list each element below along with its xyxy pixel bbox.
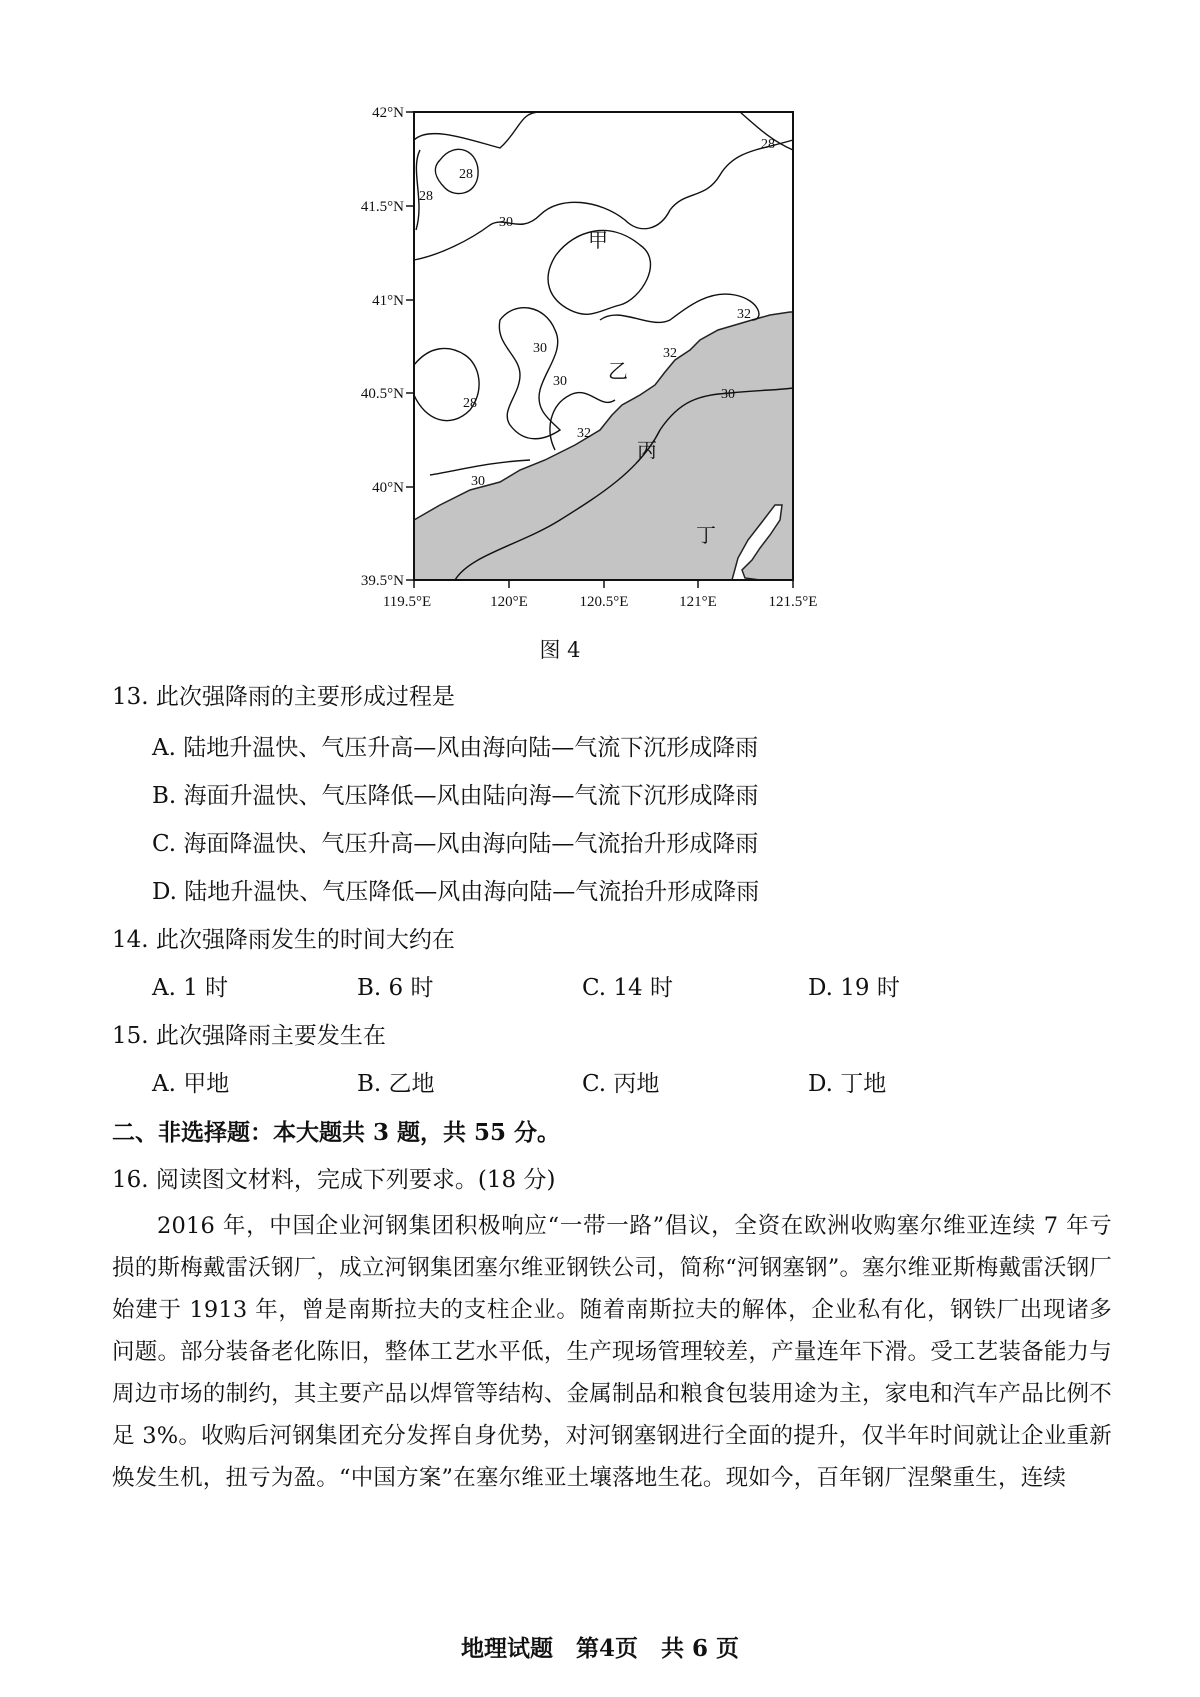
place-label-ding: 丁: [696, 523, 716, 547]
isoline-32-coast: [600, 294, 759, 322]
isoline-label: 30: [553, 374, 567, 389]
lon-label-121-5: 121.5°E: [768, 594, 818, 610]
lat-label-41-5: 41.5°N: [360, 199, 404, 215]
isoline-label: 28: [463, 396, 477, 411]
q13-option-a: A. 陆地升温快、气压升高—风由海向陆—气流下沉形成降雨: [152, 735, 759, 761]
lon-label-120-5: 120.5°E: [579, 594, 629, 610]
q15-option-c: C. 丙地: [582, 1071, 660, 1097]
q14-stem: 14. 此次强降雨发生的时间大约在: [112, 927, 455, 953]
q13-option-d: D. 陆地升温快、气压降低—风由海向陆—气流抬升形成降雨: [152, 879, 760, 905]
isoline-label: 28: [419, 189, 433, 204]
q15-stem: 15. 此次强降雨主要发生在: [112, 1023, 386, 1049]
q15-option-d: D. 丁地: [808, 1071, 887, 1097]
isoline-label: 28: [459, 167, 473, 182]
q13-stem: 13. 此次强降雨的主要形成过程是: [112, 684, 455, 710]
isoline-label: 32: [663, 346, 677, 361]
isoline-30-north: [414, 112, 540, 148]
q15-option-a: A. 甲地: [152, 1071, 230, 1097]
place-label-bing: 丙: [637, 438, 657, 462]
lat-label-41: 41°N: [372, 293, 404, 309]
isoline-label: 30: [533, 341, 547, 356]
lon-label-120: 120°E: [490, 594, 528, 610]
lat-label-39-5: 39.5°N: [360, 573, 404, 589]
section-2-heading: 二、非选择题：本大题共 3 题，共 55 分。: [112, 1119, 561, 1146]
q14-option-a: A. 1 时: [152, 975, 229, 1001]
isoline-label: 30: [499, 215, 513, 230]
lat-label-40: 40°N: [372, 480, 404, 496]
place-label-yi: 乙: [608, 359, 628, 383]
q14-option-c: C. 14 时: [582, 975, 673, 1001]
q13-option-c: C. 海面降温快、气压升高—风由海向陆—气流抬升形成降雨: [152, 831, 759, 857]
q15-option-b: B. 乙地: [357, 1071, 435, 1097]
lat-label-42: 42°N: [372, 105, 404, 121]
q16-paragraph: 2016 年，中国企业河钢集团积极响应“一带一路”倡议，全资在欧洲收购塞尔维亚连续 7 年亏损的斯梅戴雷沃钢厂，成立河钢集团塞尔维亚钢铁公司，简称“河钢塞钢”。塞尔维亚斯梅戴雷沃钢厂始建于 1913 年，曾是南斯拉夫的支柱企业。随着南斯拉夫的解体，企业私有化，钢铁厂出现诸多问题。部分装备老化陈旧，整体工艺水平低，生产现场管理较差，产量连年下滑。受工艺装备能力与周边市场的制约，其主要产品以焊管等结构、金属制品和粮食包装用途为主，家电和汽车产品比例不足 3%。收购后河钢集团充分发挥自身优势，对河钢塞钢进行全面的提升，仅半年时间就让企业重新焕发生机，扭亏为盈。“中国方案”在塞尔维亚土壤落地生花。现如今，百年钢厂涅槃重生，连续: [112, 1213, 1112, 1491]
isoline-label: 30: [721, 387, 735, 402]
figure-caption: 图 4: [539, 638, 581, 662]
page-footer: 地理试题 第4页 共 6 页: [460, 1635, 740, 1662]
q13-option-b: B. 海面升温快、气压降低—风由陆向海—气流下沉形成降雨: [152, 783, 759, 809]
q16-stem: 16. 阅读图文材料，完成下列要求。(18 分): [112, 1167, 556, 1193]
lon-label-121: 121°E: [679, 594, 717, 610]
isoline-label: 28: [761, 137, 775, 152]
lat-label-40-5: 40.5°N: [360, 386, 404, 402]
land-area: [414, 312, 793, 580]
isoline-label: 32: [577, 426, 591, 441]
q14-option-b: B. 6 时: [357, 975, 434, 1001]
place-label-jia: 甲: [588, 228, 608, 252]
q14-option-d: D. 19 时: [808, 975, 900, 1001]
isoline-label: 30: [471, 474, 485, 489]
lon-label-119-5: 119.5°E: [382, 594, 432, 610]
isoline-label: 32: [737, 307, 751, 322]
figure-4-map: [0, 0, 1200, 640]
